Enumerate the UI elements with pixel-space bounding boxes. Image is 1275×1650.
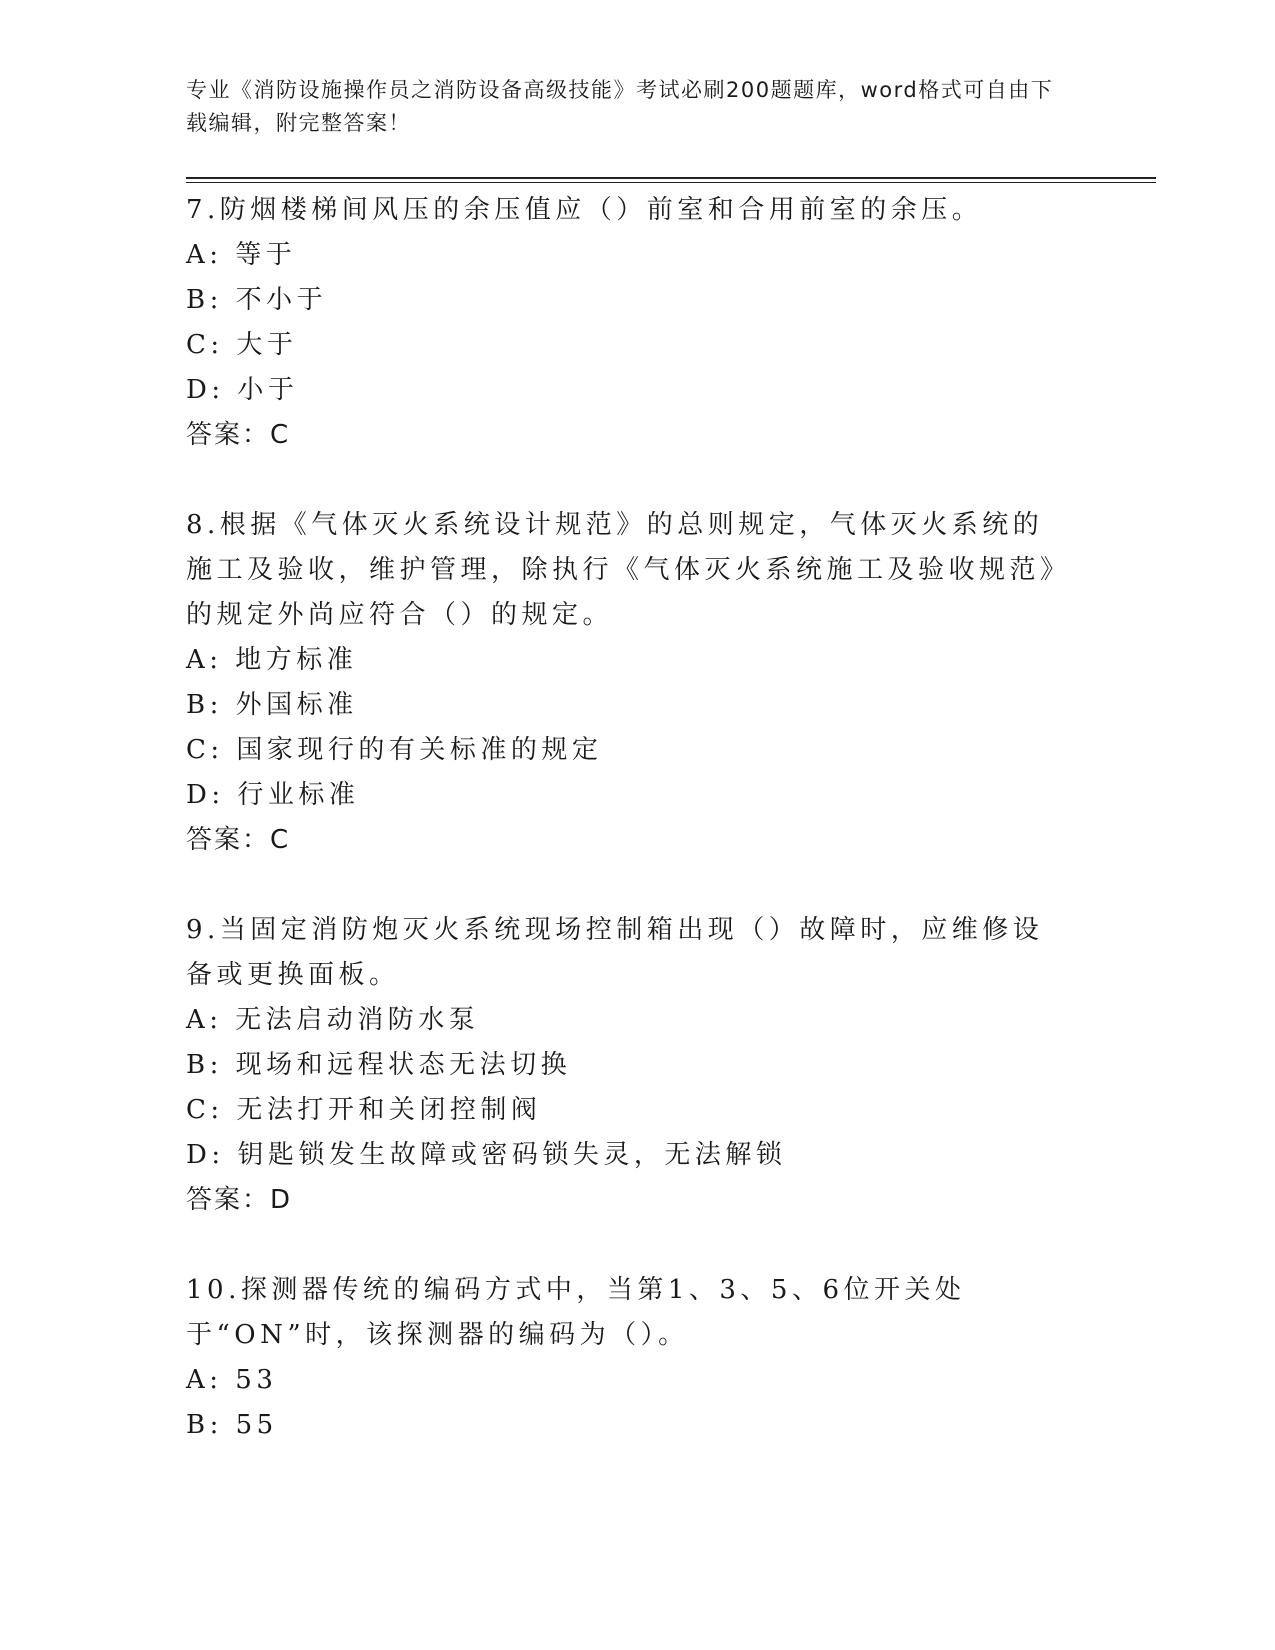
document-header: 专业《消防设施操作员之消防设备高级技能》考试必刷200题题库，word格式可自由下载编辑，附完整答案！ — [186, 78, 1054, 135]
option-b: B: 外国标准 — [186, 690, 358, 720]
question-7 — [186, 188, 1066, 458]
option-c: C: 大于 — [186, 330, 298, 360]
option-a: A: 53 — [186, 1365, 278, 1395]
answer: 答案：C — [186, 825, 291, 855]
option-b: B: 55 — [186, 1410, 278, 1440]
answer: 答案：D — [186, 1185, 293, 1215]
option-d: D: 小于 — [186, 375, 299, 405]
option-a: A: 等于 — [186, 240, 297, 270]
question-text: 8.根据《气体灭火系统设计规范》的总则规定，气体灭火系统的施工及验收，维护管理，除执行《气体灭火系统施工及验收规范》的规定外尚应符合（）的规定。 — [186, 510, 1058, 630]
question-text: 9.当固定消防炮灭火系统现场控制箱出现（）故障时，应维修设备或更换面板。 — [186, 915, 1044, 990]
question-list — [186, 188, 1066, 1493]
question-text: 10.探测器传统的编码方式中，当第1、3、5、6位开关处于“ON”时，该探测器的编码为（）。 — [186, 1275, 966, 1350]
option-b: B: 不小于 — [186, 285, 328, 315]
question-text: 7.防烟楼梯间风压的余压值应（）前室和合用前室的余压。 — [186, 195, 983, 225]
option-b: B: 现场和远程状态无法切换 — [186, 1050, 572, 1080]
header-divider-thin — [186, 182, 1156, 183]
header-divider-thick — [186, 177, 1156, 179]
question-9 — [186, 908, 1066, 1223]
question-10 — [186, 1268, 1066, 1448]
option-d: D: 行业标准 — [186, 780, 360, 810]
answer: 答案：C — [186, 420, 291, 450]
option-a: A: 无法启动消防水泵 — [186, 1005, 480, 1035]
question-8 — [186, 503, 1066, 863]
option-d: D: 钥匙锁发生故障或密码锁失灵，无法解锁 — [186, 1140, 787, 1170]
option-a: A: 地方标准 — [186, 645, 358, 675]
option-c: C: 无法打开和关闭控制阀 — [186, 1095, 542, 1125]
option-c: C: 国家现行的有关标准的规定 — [186, 735, 603, 765]
